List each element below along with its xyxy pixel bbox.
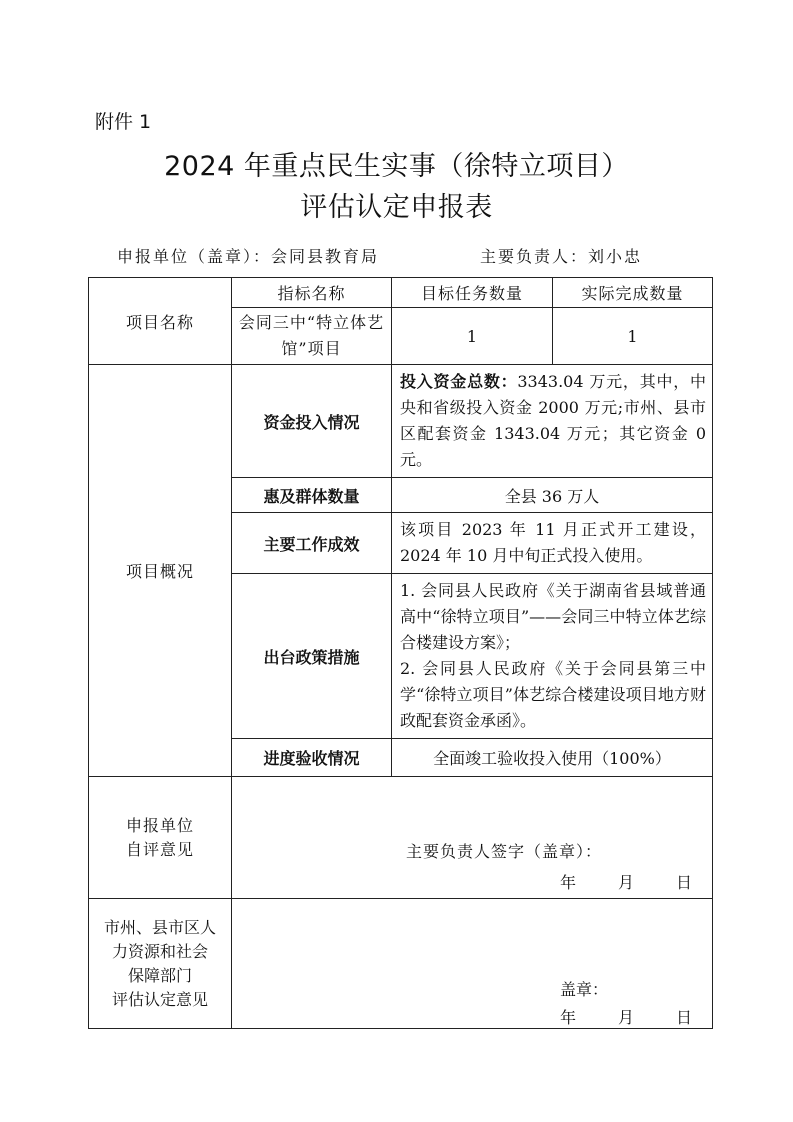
date-month: 月 [618, 873, 635, 892]
attachment-label: 附件 1 [95, 111, 152, 133]
policy-item-2: 2. 会同县人民政府《关于会同县第三中学“徐特立项目”体艺综合楼建设项目地方财政配套资金承函》。 [400, 659, 706, 730]
hr-date [560, 1005, 692, 1028]
hr-date-day: 日 [676, 1008, 693, 1027]
responsible-person: 主要负责人：刘小忠 [480, 247, 643, 266]
date-day: 日 [676, 873, 693, 892]
funding-text: 3343.04 万元，其中，中央和省级投入资金 2000 万元;市州、县市区配套资金 1343.04 万元；其它资金 0 元。 [400, 372, 706, 469]
funding-label: 资金投入情况 [232, 365, 392, 478]
col-target-header: 目标任务数量 [392, 278, 553, 308]
self-eval-date [560, 870, 692, 893]
hr-date-year: 年 [560, 1008, 577, 1027]
page-subtitle: 评估认定申报表 [300, 192, 493, 223]
benefit-label: 惠及群体数量 [232, 478, 392, 513]
seal-label: 盖章： [560, 980, 609, 999]
hr-label-line3: 保障部门 [127, 965, 192, 985]
reporting-unit: 申报单位（盖章）：会同县教育局 [117, 247, 380, 266]
hr-label-line2: 力资源和社会 [111, 941, 208, 961]
overview-label: 项目概况 [89, 365, 232, 777]
hr-label-line1: 市州、县市区人 [103, 917, 216, 937]
self-eval-label-line2: 自评意见 [125, 839, 194, 859]
actual-value: 1 [553, 308, 713, 365]
progress-label: 进度验收情况 [232, 739, 392, 777]
indicator-value: 会同三中“特立体艺馆”项目 [232, 308, 392, 365]
hr-seal-area [232, 899, 713, 1029]
target-value: 1 [392, 308, 553, 365]
self-eval-label [89, 777, 232, 899]
self-eval-signature-area [232, 777, 713, 899]
policy-label: 出台政策措施 [232, 574, 392, 739]
col-indicator-header: 指标名称 [232, 278, 392, 308]
funding-cell [392, 365, 713, 478]
progress-value: 全面竣工验收投入使用（100%） [392, 739, 713, 777]
results-label: 主要工作成效 [232, 513, 392, 574]
assessment-form-table [88, 277, 713, 1029]
date-year: 年 [560, 873, 577, 892]
project-name-label: 项目名称 [89, 278, 232, 365]
policy-item-1: 1. 会同县人民政府《关于湖南省县域普通高中“徐特立项目”——会同三中特立体艺综合楼建设方案》； [400, 581, 706, 652]
signature-label: 主要负责人签字（盖章）： [406, 842, 603, 861]
self-eval-label-line1: 申报单位 [125, 815, 194, 835]
hr-date-month: 月 [618, 1008, 635, 1027]
col-actual-header: 实际完成数量 [553, 278, 713, 308]
hr-opinion-label [89, 899, 232, 1029]
policy-cell [392, 574, 713, 739]
hr-label-line4: 评估认定意见 [111, 989, 208, 1009]
funding-total-label: 投入资金总数： [400, 372, 518, 391]
page-title: 2024 年重点民生实事（徐特立项目） [164, 151, 629, 182]
benefit-value: 全县 36 万人 [392, 478, 713, 513]
results-value: 该项目 2023 年 11 月正式开工建设，2024 年 10 月中旬正式投入使用。 [392, 513, 713, 574]
